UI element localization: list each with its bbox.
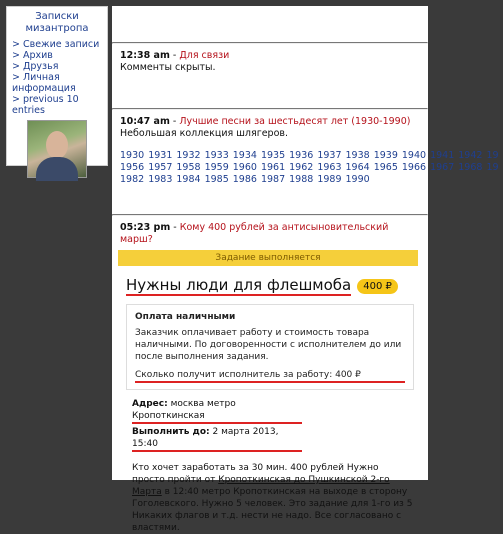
- payment-text: Заказчик оплачивает работу и стоимость товара наличными. По договоренности с исполнителем до или после выполнения задания.: [135, 328, 402, 362]
- year-link[interactable]: 1956: [120, 162, 145, 173]
- year-link[interactable]: 1935: [260, 150, 286, 161]
- year-link[interactable]: 1990: [345, 174, 370, 185]
- site-title-line2[interactable]: мизантропа: [25, 23, 89, 34]
- year-link[interactable]: 1968: [458, 162, 483, 173]
- sidebar-nav: [12, 39, 102, 116]
- nav-profile-cont[interactable]: информация: [12, 83, 76, 94]
- payment-panel: [126, 304, 414, 390]
- year-link[interactable]: 1934: [232, 150, 257, 161]
- year-link[interactable]: 1940: [401, 150, 427, 161]
- year-link[interactable]: 19: [486, 162, 499, 173]
- year-link[interactable]: 1960: [232, 162, 257, 173]
- deadline-value: 2 марта 2013, 15:40: [132, 427, 279, 449]
- avatar-face: [46, 131, 68, 159]
- offer-title: Нужны люди для флешмоба: [126, 276, 352, 294]
- year-link[interactable]: 1986: [232, 174, 257, 185]
- year-link[interactable]: 19: [486, 150, 499, 161]
- desc-part2: в 12:40 метро Кропоткинская на выходе в сторону Гоголевского. Нужно 5 человек. Это задание для 1-го из 5 Никаких флагов и т.д. нести не надо. Все согласовано с властями.: [132, 487, 413, 533]
- year-link[interactable]: 1932: [176, 150, 201, 161]
- year-link[interactable]: 1964: [345, 162, 370, 173]
- year-link[interactable]: 1989: [317, 174, 342, 185]
- year-link[interactable]: 1937: [317, 150, 342, 161]
- desc-link: Кропоткинская до Пушкинской 2-го Марта: [132, 475, 390, 497]
- year-link[interactable]: 1957: [148, 162, 173, 173]
- nav-previous[interactable]: > previous 10 entries: [12, 94, 79, 116]
- payment-receive: Сколько получит исполнитель за работу: 400 ₽: [135, 369, 405, 383]
- entry-2-title[interactable]: Лучшие песни за шестьдесят лет (1930-1990): [179, 116, 411, 127]
- task-meta: [132, 398, 418, 452]
- entry-1-time: 12:38 am: [120, 50, 170, 61]
- year-link[interactable]: 1962: [289, 162, 314, 173]
- entry-2-subtitle: Небольшая коллекция шлягеров.: [120, 128, 289, 139]
- entry-2-time: 10:47 am: [120, 116, 170, 127]
- deadline-label: Выполнить до:: [132, 427, 210, 437]
- site-title-line1[interactable]: Записки: [35, 11, 79, 22]
- divider: [112, 214, 428, 216]
- year-link[interactable]: 1983: [148, 174, 173, 185]
- avatar[interactable]: [27, 120, 87, 178]
- entry-3-time: 05:23 pm: [120, 222, 171, 233]
- entry-1-title[interactable]: Для связи: [179, 50, 230, 61]
- year-link[interactable]: 1984: [176, 174, 201, 185]
- entry-1-subtitle: Комменты скрыты.: [120, 62, 216, 73]
- year-link[interactable]: 1965: [373, 162, 398, 173]
- payment-title: Оплата наличными: [135, 312, 236, 322]
- year-link[interactable]: 1966: [401, 162, 427, 173]
- year-link[interactable]: 1933: [204, 150, 229, 161]
- year-link[interactable]: 1985: [204, 174, 229, 185]
- nav-archive[interactable]: > Архив: [12, 50, 53, 61]
- nav-profile[interactable]: > Личная: [12, 72, 60, 83]
- nav-friends[interactable]: > Друзья: [12, 61, 59, 72]
- year-link[interactable]: 1931: [148, 150, 173, 161]
- year-link[interactable]: 1942: [458, 150, 483, 161]
- entry-2-dash: -: [169, 116, 180, 127]
- divider: [112, 42, 428, 44]
- year-link[interactable]: 1959: [204, 162, 229, 173]
- address-label: Адрес:: [132, 399, 168, 409]
- site-title[interactable]: [12, 11, 102, 35]
- year-link[interactable]: 1939: [373, 150, 398, 161]
- year-link[interactable]: 1936: [289, 150, 314, 161]
- year-link[interactable]: 1930: [120, 150, 145, 161]
- entry-2: [112, 116, 499, 186]
- year-link[interactable]: 1938: [345, 150, 370, 161]
- years-list: [120, 150, 499, 186]
- entry-3-title[interactable]: Кому 400 рублей за антисыновительский марш?: [120, 222, 389, 245]
- year-link[interactable]: 1988: [289, 174, 314, 185]
- task-description: [132, 462, 414, 534]
- year-link[interactable]: 1941: [430, 150, 455, 161]
- year-link[interactable]: 1963: [317, 162, 342, 173]
- desc-part1: Кто хочет заработать за 30 мин. 400 рублей Нужно просто пройти от: [132, 463, 379, 485]
- address-value: москва метро Кропоткинская: [132, 399, 236, 421]
- year-link[interactable]: 1958: [176, 162, 201, 173]
- embedded-task-screenshot: [118, 250, 418, 533]
- avatar-body: [36, 157, 78, 181]
- sidebar: [6, 6, 108, 166]
- offer-header: [126, 276, 418, 296]
- year-link[interactable]: 1961: [260, 162, 286, 173]
- year-link[interactable]: 1967: [430, 162, 455, 173]
- entry-1: [112, 50, 428, 74]
- divider: [112, 108, 428, 110]
- year-link[interactable]: 1982: [120, 174, 145, 185]
- entry-3: [112, 222, 428, 246]
- year-link[interactable]: 1987: [260, 174, 286, 185]
- price-badge: 400 ₽: [357, 279, 398, 294]
- entry-1-dash: -: [169, 50, 180, 61]
- entry-3-dash: -: [170, 222, 180, 233]
- nav-recent[interactable]: > Свежие записи: [12, 39, 100, 50]
- task-status-bar: Задание выполняется: [118, 250, 418, 266]
